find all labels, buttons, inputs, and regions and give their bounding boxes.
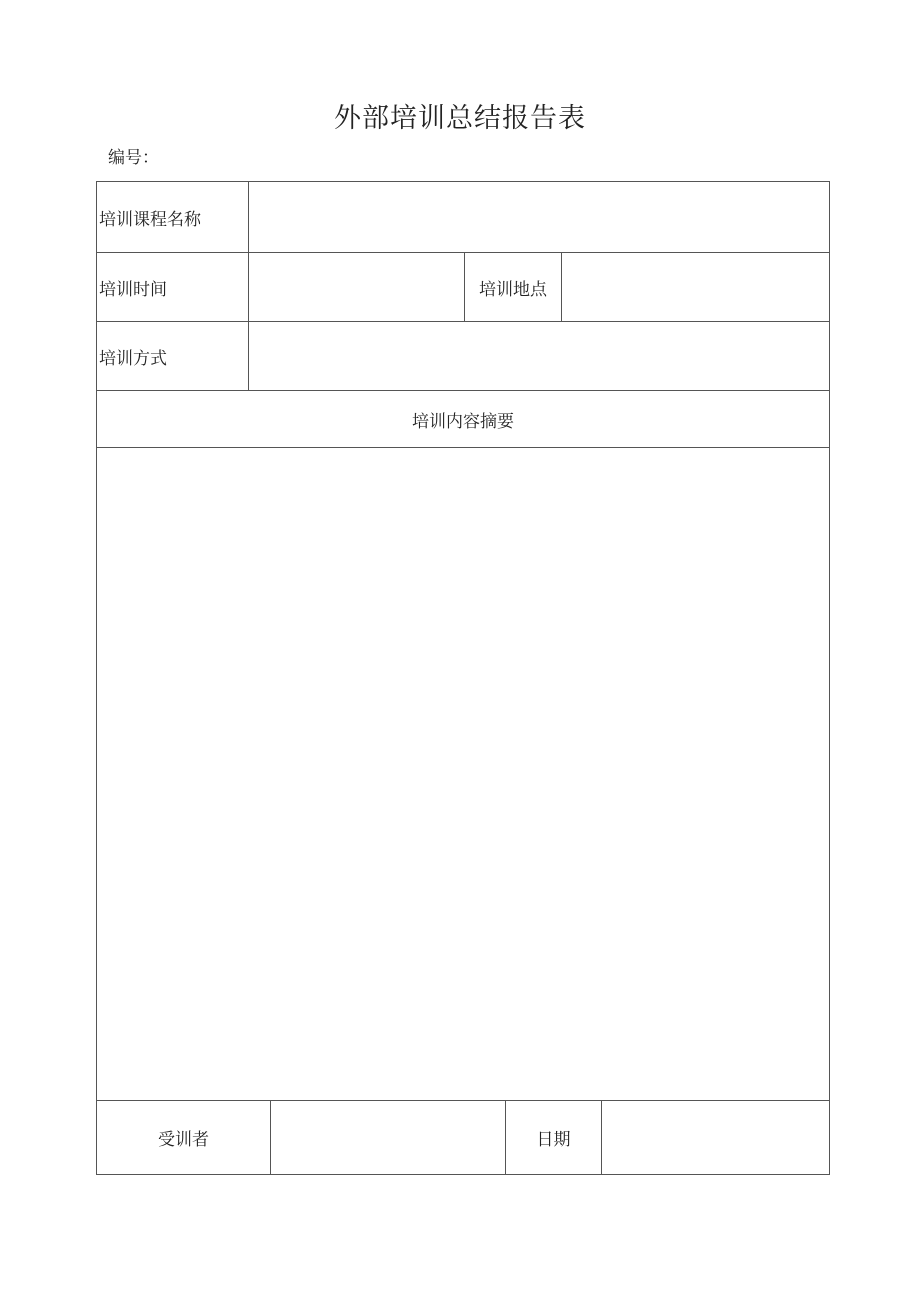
trainee-field[interactable] xyxy=(271,1101,505,1174)
training-location-field[interactable] xyxy=(562,253,829,321)
table-border-right xyxy=(829,181,830,1175)
content-summary-header: 培训内容摘要 xyxy=(412,411,514,432)
trainee-label: 受训者 xyxy=(158,1130,209,1150)
table-border-bottom xyxy=(96,1174,830,1175)
course-name-field[interactable] xyxy=(249,182,829,252)
training-method-label: 培训方式 xyxy=(99,348,167,369)
page-title: 外部培训总结报告表 xyxy=(334,103,586,134)
content-summary-field[interactable] xyxy=(97,448,829,1100)
document-number xyxy=(108,143,163,168)
training-time-label: 培训时间 xyxy=(99,279,167,300)
date-label: 日期 xyxy=(536,1130,571,1150)
training-location-label: 培训地点 xyxy=(479,279,547,300)
course-name-label: 培训课程名称 xyxy=(99,209,201,230)
training-time-field[interactable] xyxy=(249,253,464,321)
document-number-label: 编号： xyxy=(108,148,159,168)
date-field[interactable] xyxy=(602,1101,829,1174)
training-method-field[interactable] xyxy=(249,322,829,390)
